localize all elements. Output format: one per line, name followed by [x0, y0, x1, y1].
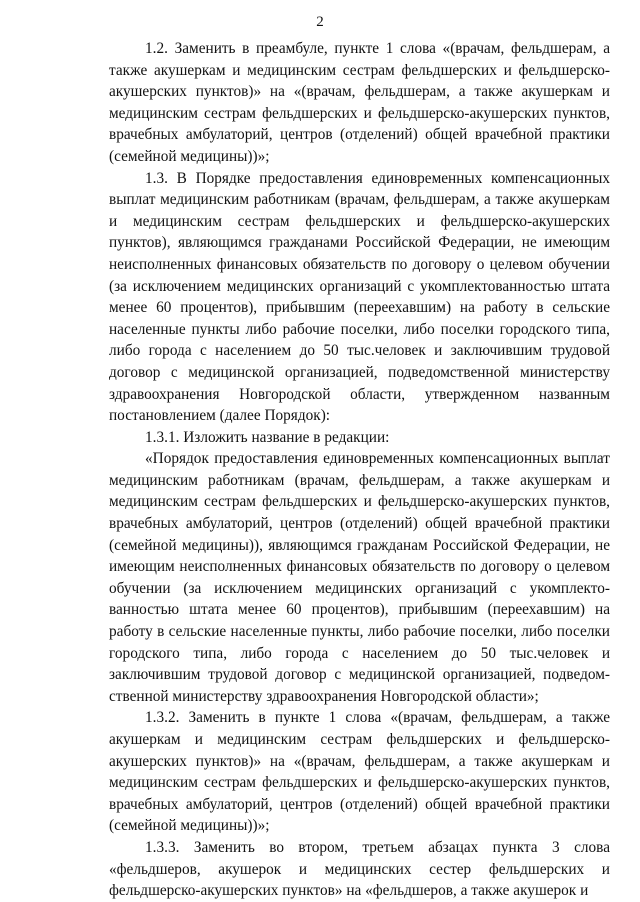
paragraph-1-3-2: 1.3.2. Заменить в пункте 1 слова «(врачам, фельдшерам, а также акушеркам и медицинским сестрам фельдшерских и фельдшерско-акушерских пунктов)» на «(врачам, фельдшерам, а также акушеркам и медицинским сестрам фельдшерских и фельдшерско-акушерских пунктов, врачебных амбулаторий, центров (отделений) общей врачебной практики (семейной медицины))»; — [109, 709, 610, 835]
document-body — [109, 38, 610, 902]
page-number: 2 — [316, 14, 324, 30]
paragraph-1-3-3: 1.3.3. Заменить во втором, третьем абзацах пункта 3 слова «фельдшеров, акушерок и медицинских сестер фельдшерских и фельдшерско-акушерских пунктов» на «фельдшеров, а также акушерок и — [109, 838, 610, 900]
paragraph-quoted-title: «Порядок предоставления единовременных компенсационных выплат медицинским работникам (врачам, фельдшерам, а также акушеркам и медицинским сестрам фельдшерских и фельдшерско-акушерских пунктов, врачебных амбулаторий, центров (отделений) общей врачебной практики (семейной медицины)), являющимся гражданам Российской Федерации, не имеющим неисполненных финансовых обязательств по договору о целевом обучении (за исключением медицинских организаций с укомплектованностью штата менее 60 процентов), прибывшим (переехавшим) на работу в сельские населенные пункты, либо рабочие поселки, либо поселки городского типа, либо города с населением до 50 тыс.человек и заключившим трудовой договор с медицинской организацией, подведомственной министерству здравоохранения Новгородской области»; — [109, 450, 610, 705]
paragraph-1-3-1: 1.3.1. Изложить название в редакции: — [145, 428, 390, 446]
paragraph-1-2: 1.2. Заменить в преамбуле, пункте 1 слова «(врачам, фельдшерам, а также акушеркам и медицинским сестрам фельдшерских и фельдшерско-акушерских пунктов)» на «(врачам, фельдшерам, а также акушеркам и медицинским сестрам фельдшерских и фельдшерско-акушерских пунктов, врачебных амбулаторий, центров (отделений) общей врачебной практики (семейной медицины))»; — [109, 40, 610, 165]
paragraph-1-3: 1.3. В Порядке предоставления единовременных компенсационных выплат медицинским работникам (врачам, фельдшерам, а также акушеркам и медицинским сестрам фельдшерских и фельдшерско-акушерских пунктов), являющимся гражданами Российской Федерации, не имеющим неисполненных финансовых обязательств по договору о целевом обучении (за исключением медицинских организаций с укомплектованностью штата менее 60 процентов), прибывшим (переехавшим) на работу в сельские населенные пункты либо рабочие поселки, либо поселки городского типа, либо города с населением до 50 тыс.человек и заключившим трудовой договор с медицинской организацией, подведомственной министерству здравоохранения Новгородской области, утвержденном названным постановлением (далее Порядок): — [109, 169, 610, 425]
